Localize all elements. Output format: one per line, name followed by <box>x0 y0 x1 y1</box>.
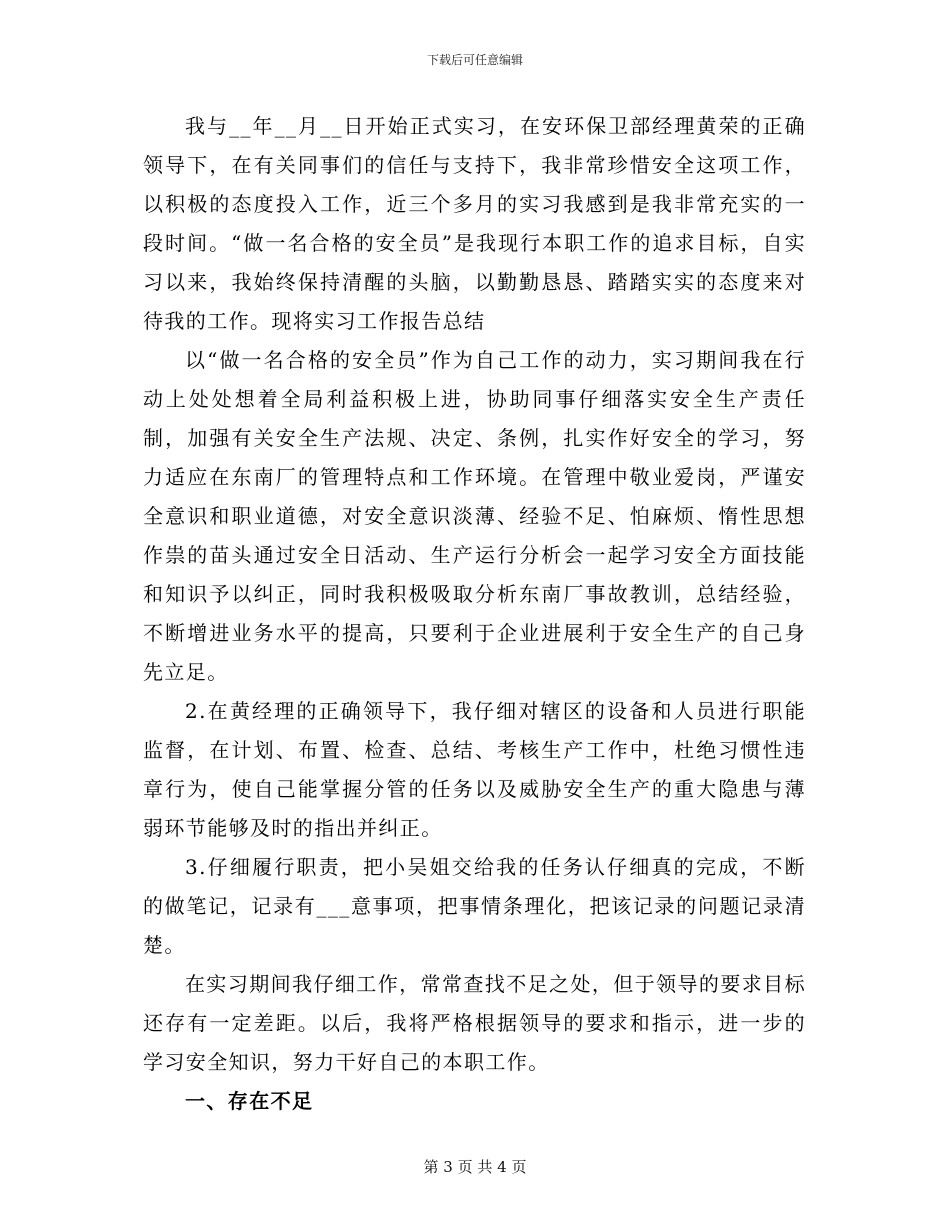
page-footer: 第 3 页 共 4 页 <box>423 1158 527 1176</box>
paragraph-point-3: 3.仔细履行职责，把小吴姐交给我的任务认仔细真的完成，不断的做笔记，记录有___意事项，把事情条理化，把该记录的问题记录清楚。 <box>143 855 806 957</box>
section-heading: 一、存在不足 <box>185 1089 314 1113</box>
paragraph-point-1: 以“做一名合格的安全员”作为自己工作的动力，实习期间我在行动上处处想着全局利益积极上进，协助同事仔细落实安全生产责任制，加强有关安全生产法规、决定、条例，扎实作好安全的学习，努力适应在东南厂的管理特点和工作环境。在管理中敬业爱岗，严谨安全意识和职业道德，对安全意识淡薄、经验不足、怕麻烦、惰性思想作祟的苗头通过安全日活动、生产运行分析会一起学习安全方面技能和知识予以纠正，同时我积极吸取分析东南厂事故教训，总结经验，不断增进业务水平的提高，只要利于企业进展利于安全生产的自己身先立足。 <box>143 348 806 684</box>
paragraph-conclusion: 在实习期间我仔细工作，常常查找不足之处，但于领导的要求目标还存有一定差距。以后，我将严格根据领导的要求和指示，进一步的学习安全知识，努力干好自己的本职工作。 <box>143 972 806 1074</box>
document-body <box>143 107 806 1121</box>
paragraph-intro: 我与__年__月__日开始正式实习，在安环保卫部经理黄荣的正确领导下，在有关同事们的信任与支持下，我非常珍惜安全这项工作，以积极的态度投入工作，近三个多月的实习我感到是我非常充实的一段时间。“做一名合格的安全员”是我现行本职工作的追求目标，自实习以来，我始终保持清醒的头脑，以勤勤恳恳、踏踏实实的态度来对待我的工作。现将实习工作报告总结 <box>143 114 806 333</box>
paragraph-point-2: 2.在黄经理的正确领导下，我仔细对辖区的设备和人员进行职能监督，在计划、布置、检查、总结、考核生产工作中，杜绝习惯性违章行为，使自己能掌握分管的任务以及威胁安全生产的重大隐患与薄弱环节能够及时的指出并纠正。 <box>143 699 806 840</box>
page-header: 下载后可任意编辑 <box>426 53 523 67</box>
